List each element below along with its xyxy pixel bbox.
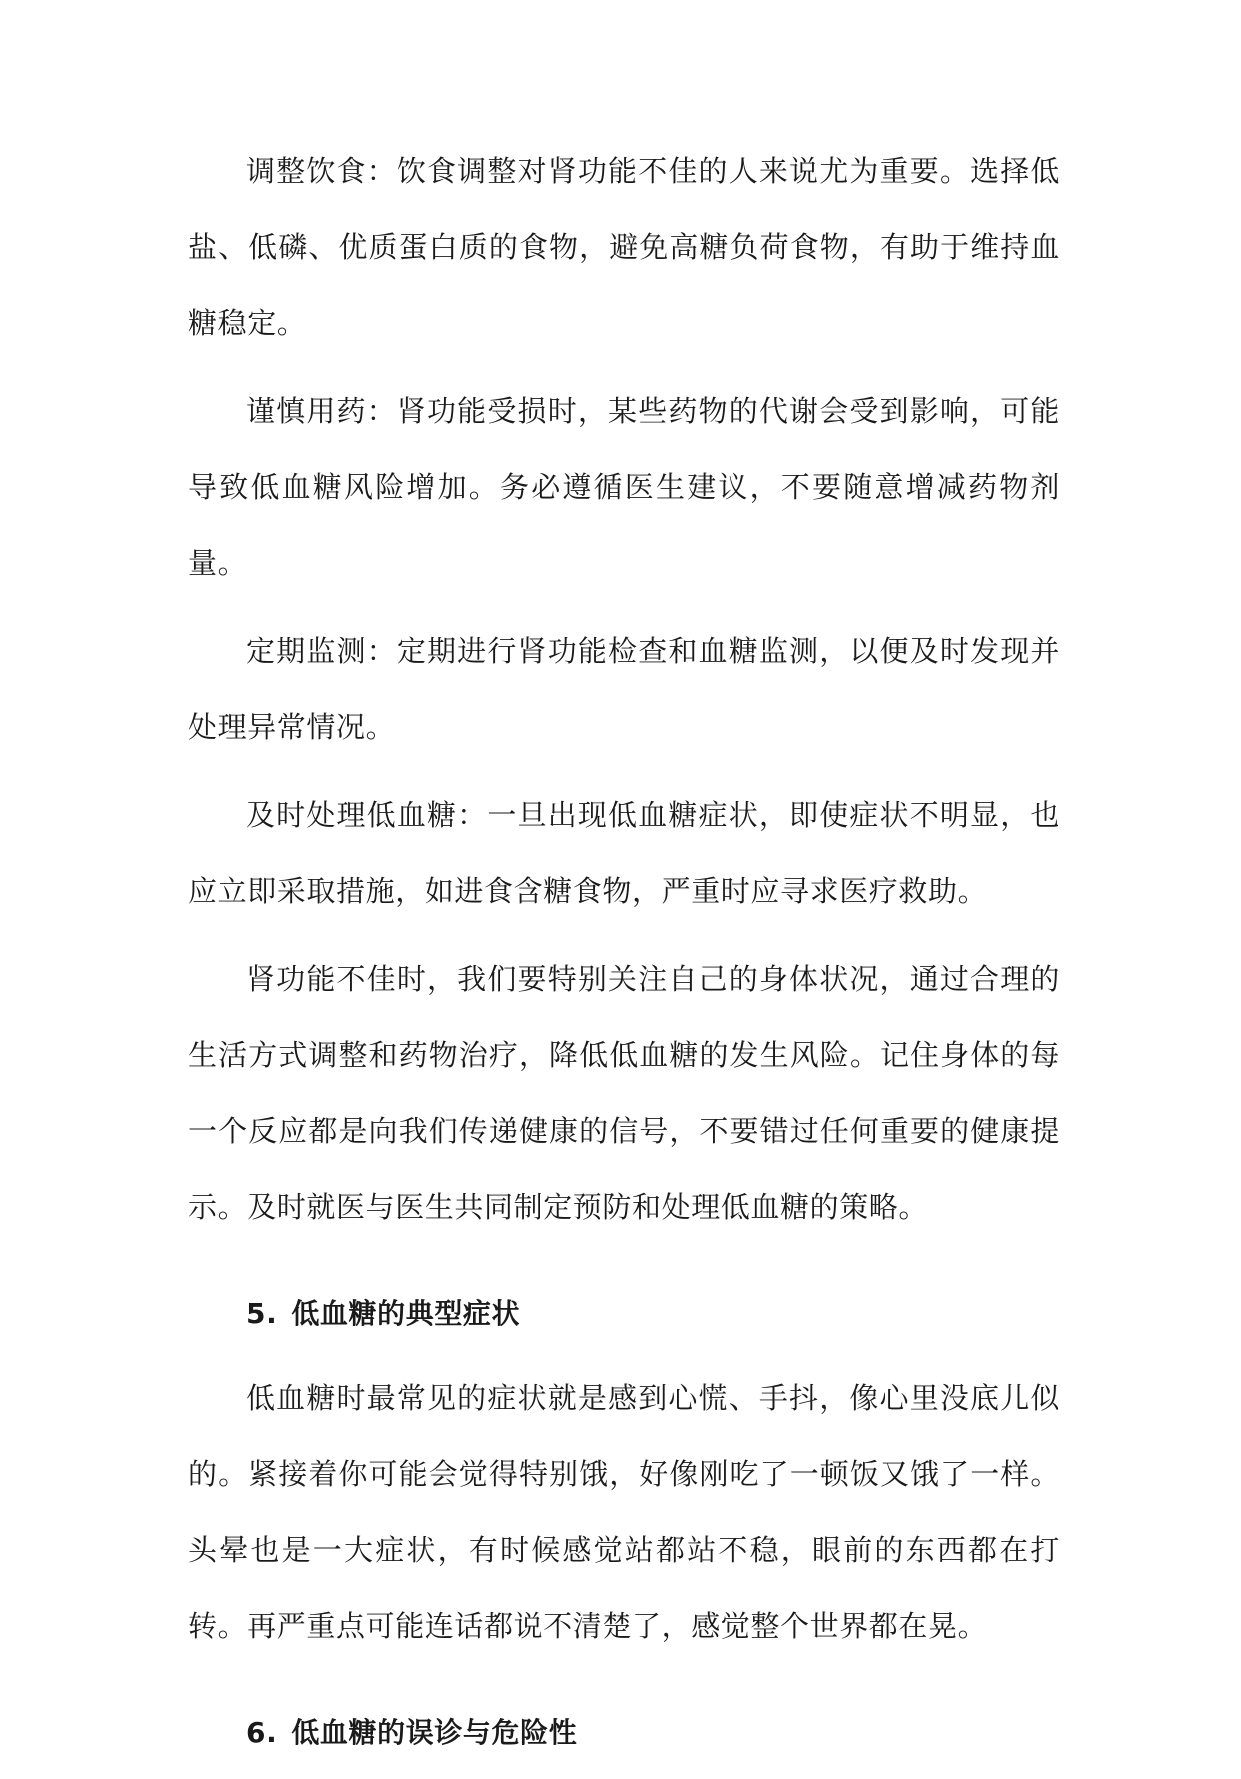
section-heading-5	[188, 1276, 1060, 1352]
section-title: 低血糖的误诊与危险性	[291, 1716, 578, 1749]
section-heading-6	[188, 1695, 1060, 1771]
paragraph-symptoms: 低血糖时最常见的症状就是感到心慌、手抖，像心里没底儿似的。紧接着你可能会觉得特别饿，好像刚吃了一顿饭又饿了一样。头晕也是一大症状，有时候感觉站都站不稳，眼前的东西都在打转。再严重点可能连话都说不清楚了，感觉整个世界都在晃。	[188, 1381, 1060, 1643]
section-number: 6.	[246, 1716, 278, 1749]
paragraph-summary: 肾功能不佳时，我们要特别关注自己的身体状况，通过合理的生活方式调整和药物治疗，降低低血糖的发生风险。记住身体的每一个反应都是向我们传递健康的信号，不要错过任何重要的健康提示。及时就医与医生共同制定预防和处理低血糖的策略。	[188, 962, 1060, 1224]
section-number: 5.	[246, 1297, 278, 1330]
document-body	[188, 133, 1060, 1779]
paragraph-diet: 调整饮食：饮食调整对肾功能不佳的人来说尤为重要。选择低盐、低磷、优质蛋白质的食物，避免高糖负荷食物，有助于维持血糖稳定。	[188, 154, 1060, 340]
paragraph-treatment: 及时处理低血糖：一旦出现低血糖症状，即使症状不明显，也应立即采取措施，如进食含糖食物，严重时应寻求医疗救助。	[188, 798, 1060, 908]
paragraph-monitoring: 定期监测：定期进行肾功能检查和血糖监测，以便及时发现并处理异常情况。	[188, 634, 1060, 744]
section-title: 低血糖的典型症状	[291, 1297, 521, 1330]
paragraph-medication: 谨慎用药：肾功能受损时，某些药物的代谢会受到影响，可能导致低血糖风险增加。务必遵循医生建议，不要随意增减药物剂量。	[188, 394, 1060, 580]
